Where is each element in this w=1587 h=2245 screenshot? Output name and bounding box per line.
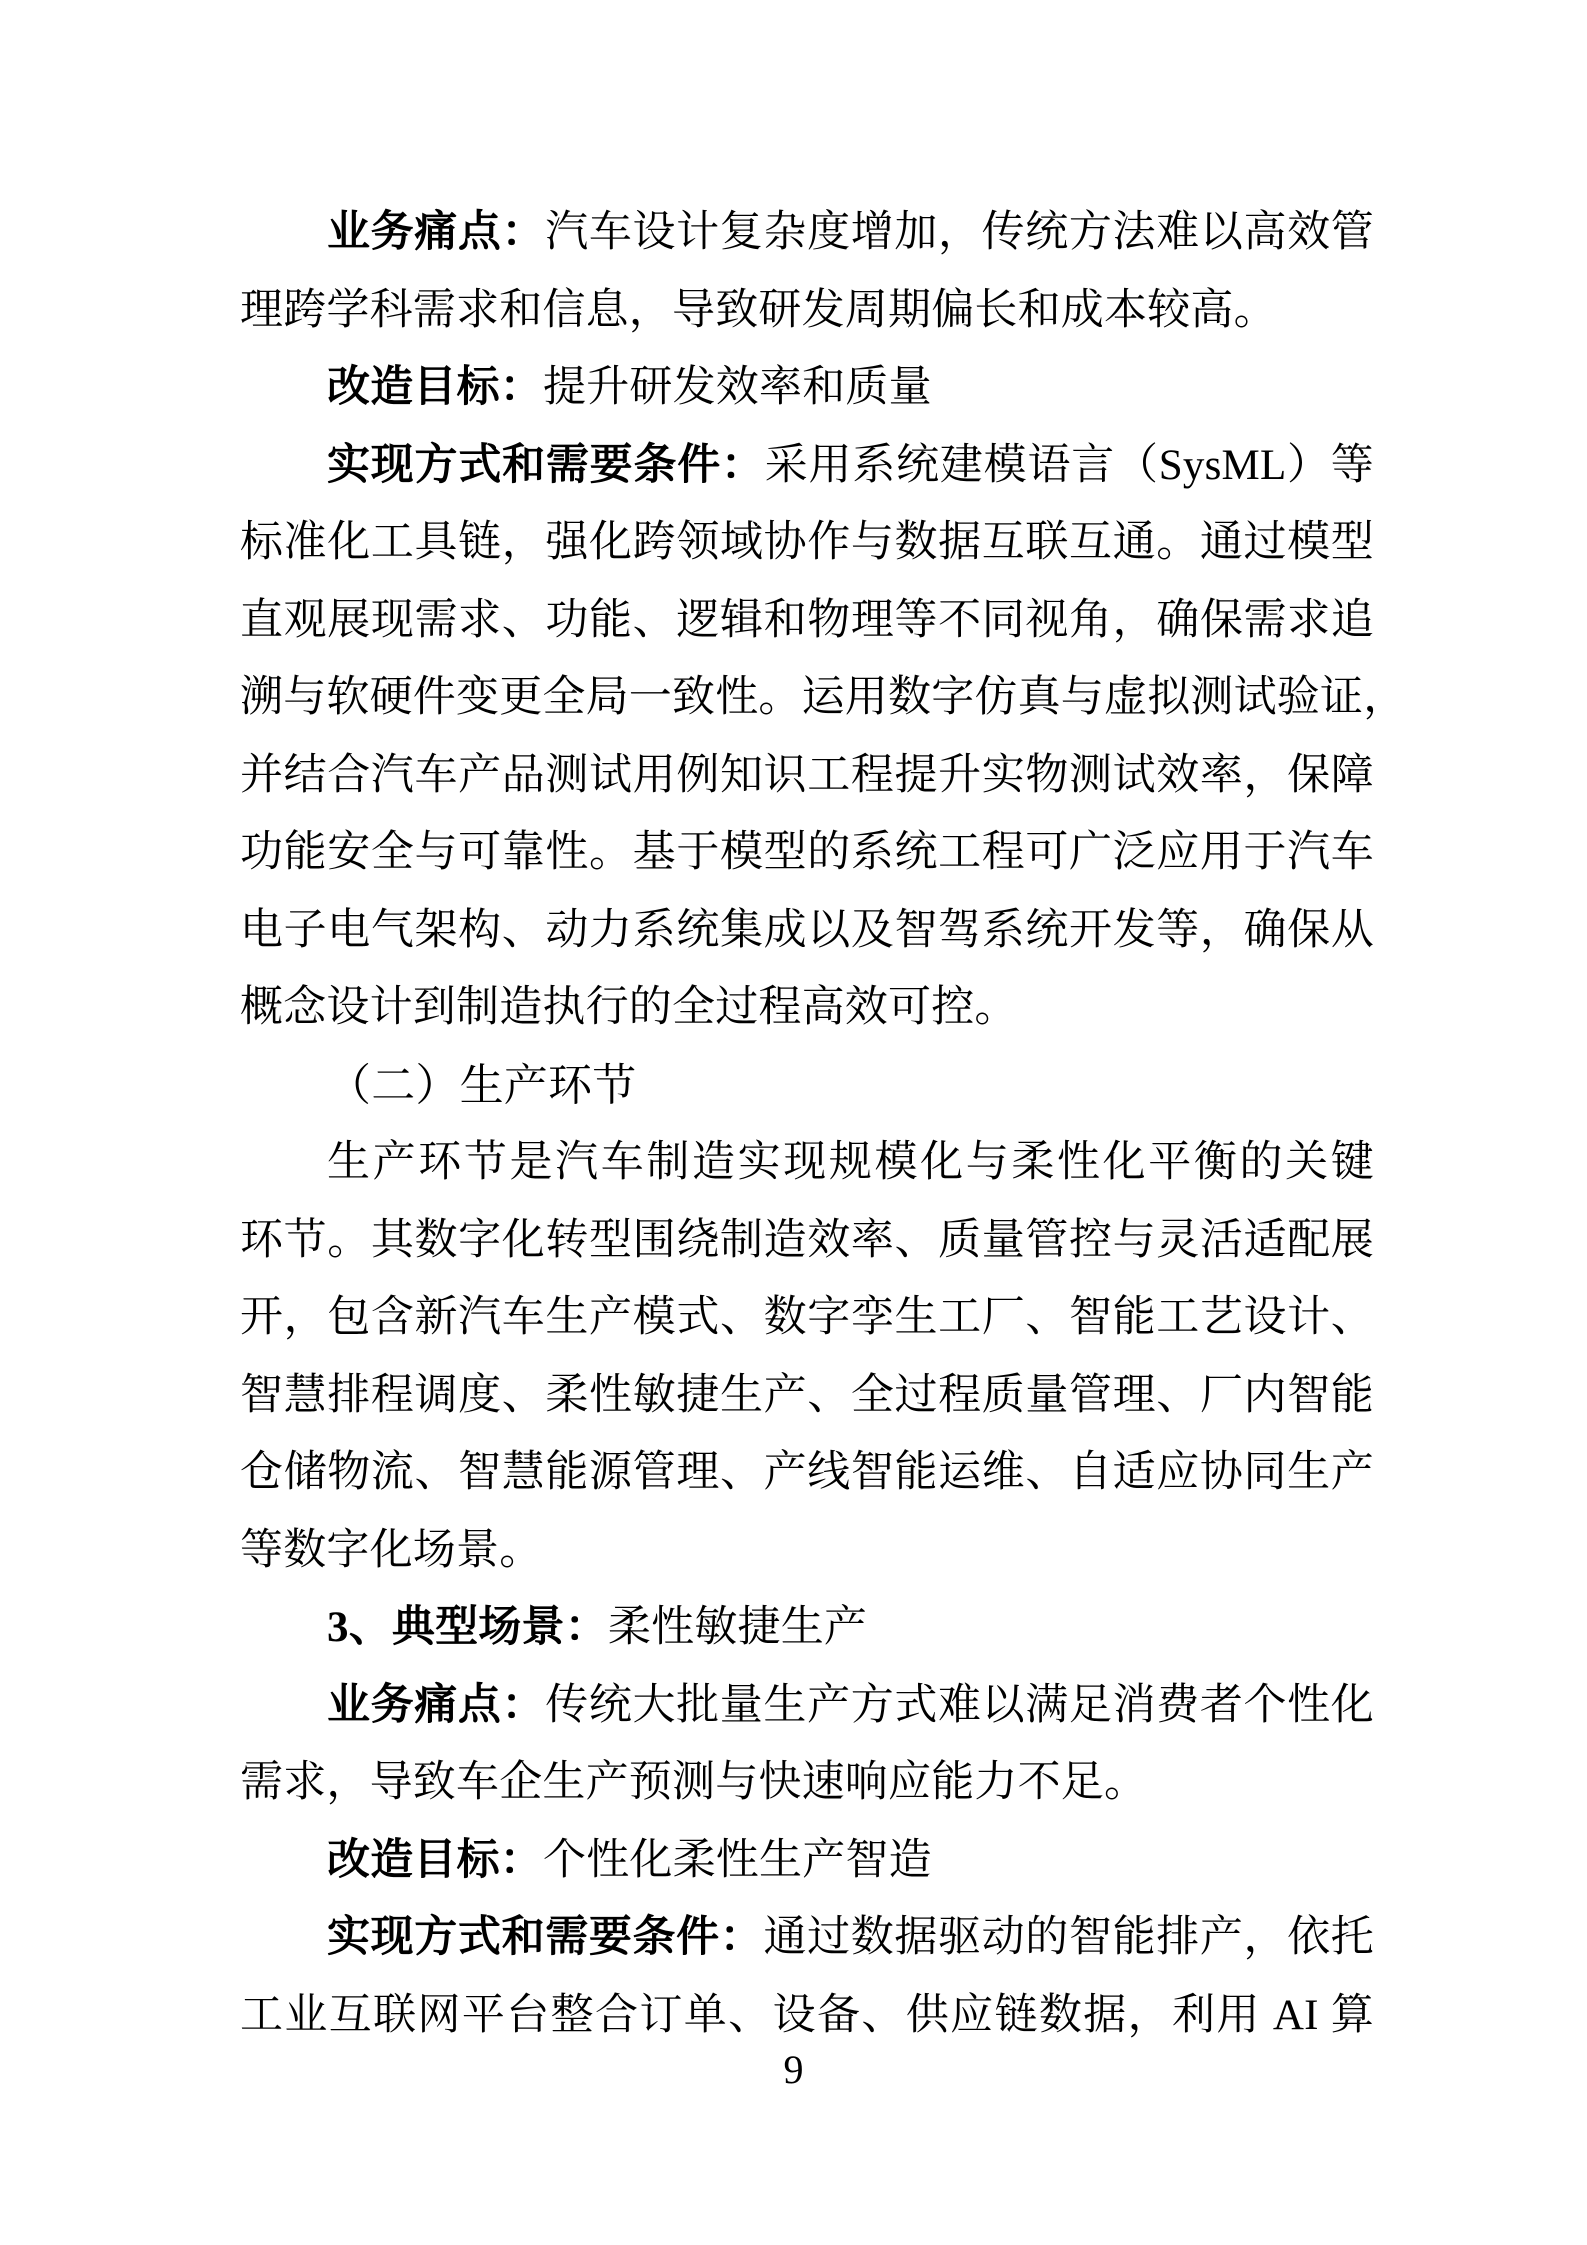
text-line (240, 194, 1374, 272)
bold-label: 业务痛点： (327, 1681, 546, 1729)
text-line (240, 504, 1374, 582)
line-text: 柔性敏捷生产 (607, 1604, 868, 1651)
line-text: 概念设计到制造执行的全过程高效可控。 (240, 984, 1018, 1031)
line-text: 开，包含新汽车生产模式、数字孪生工厂、智能工艺设计、 (240, 1294, 1374, 1341)
text-line (240, 1512, 1374, 1590)
line-text: 环节。其数字化转型围绕制造效率、质量管控与灵活适配展 (240, 1216, 1374, 1264)
text-line (240, 814, 1374, 892)
heading-text: （二）生产环节 (327, 1060, 637, 1110)
line-text: 个性化柔性生产智造 (543, 1836, 932, 1884)
line-text: 生产环节是汽车制造实现规模化与柔性化平衡的关键 (327, 1139, 1374, 1186)
text-line (240, 427, 1374, 505)
section-heading (240, 1047, 1374, 1125)
text-line (240, 1667, 1374, 1745)
bold-label: 3、典型场景： (327, 1604, 608, 1651)
text-line (240, 1589, 1374, 1667)
text-line (240, 1744, 1374, 1822)
text-line (240, 1357, 1374, 1435)
text-line (240, 737, 1374, 815)
bold-label: 实现方式和需要条件： (327, 441, 765, 489)
line-text: 采用系统建模语言（SysML）等 (764, 441, 1374, 489)
text-line (240, 1279, 1374, 1357)
text-line (240, 659, 1407, 737)
line-text: 智慧排程调度、柔性敏捷生产、全过程质量管理、厂内智能 (240, 1371, 1374, 1419)
line-text: 提升研发效率和质量 (543, 364, 932, 411)
line-text: 等数字化场景。 (240, 1526, 543, 1574)
line-text: 汽车设计复杂度增加，传统方法难以高效管 (545, 209, 1374, 256)
bold-label: 实现方式和需要条件： (327, 1914, 764, 1961)
line-text: 传统大批量生产方式难以满足消费者个性化 (545, 1681, 1374, 1729)
line-text: 并结合汽车产品测试用例知识工程提升实物测试效率，保障 (240, 751, 1374, 799)
text-line (240, 1822, 1374, 1900)
text-line (240, 1202, 1374, 1280)
line-text: 通过数据驱动的智能排产，依托 (763, 1914, 1374, 1961)
line-text: 直观展现需求、功能、逻辑和物理等不同视角，确保需求追 (240, 596, 1374, 644)
line-text: 仓储物流、智慧能源管理、产线智能运维、自适应协同生产 (240, 1449, 1374, 1496)
page-number: 9 (783, 2047, 804, 2092)
line-text: 功能安全与可靠性。基于模型的系统工程可广泛应用于汽车 (240, 829, 1374, 876)
text-line (240, 1434, 1374, 1512)
text-line (240, 969, 1374, 1047)
text-line (240, 1899, 1374, 1977)
text-line (240, 1124, 1374, 1202)
line-text: 理跨学科需求和信息，导致研发周期偏长和成本较高。 (240, 286, 1277, 334)
line-text: 需求，导致车企生产预测与快速响应能力不足。 (240, 1759, 1148, 1806)
text-line (240, 892, 1374, 970)
line-text: 电子电气架构、动力系统集成以及智驾系统开发等，确保从 (240, 906, 1374, 954)
bold-label: 改造目标： (327, 1836, 543, 1884)
bold-label: 改造目标： (327, 364, 543, 411)
line-text: 工业互联网平台整合订单、设备、供应链数据，利用 AI 算 (240, 1991, 1374, 2039)
line-text: 标准化工具链，强化跨领域协作与数据互联互通。通过模型 (240, 519, 1374, 566)
text-line (240, 272, 1374, 350)
document-body (240, 194, 1407, 2054)
text-line (240, 582, 1374, 660)
line-text: 溯与软硬件变更全局一致性。运用数字仿真与虚拟测试验证， (240, 674, 1407, 721)
text-line (240, 349, 1374, 427)
bold-label: 业务痛点： (327, 209, 546, 256)
